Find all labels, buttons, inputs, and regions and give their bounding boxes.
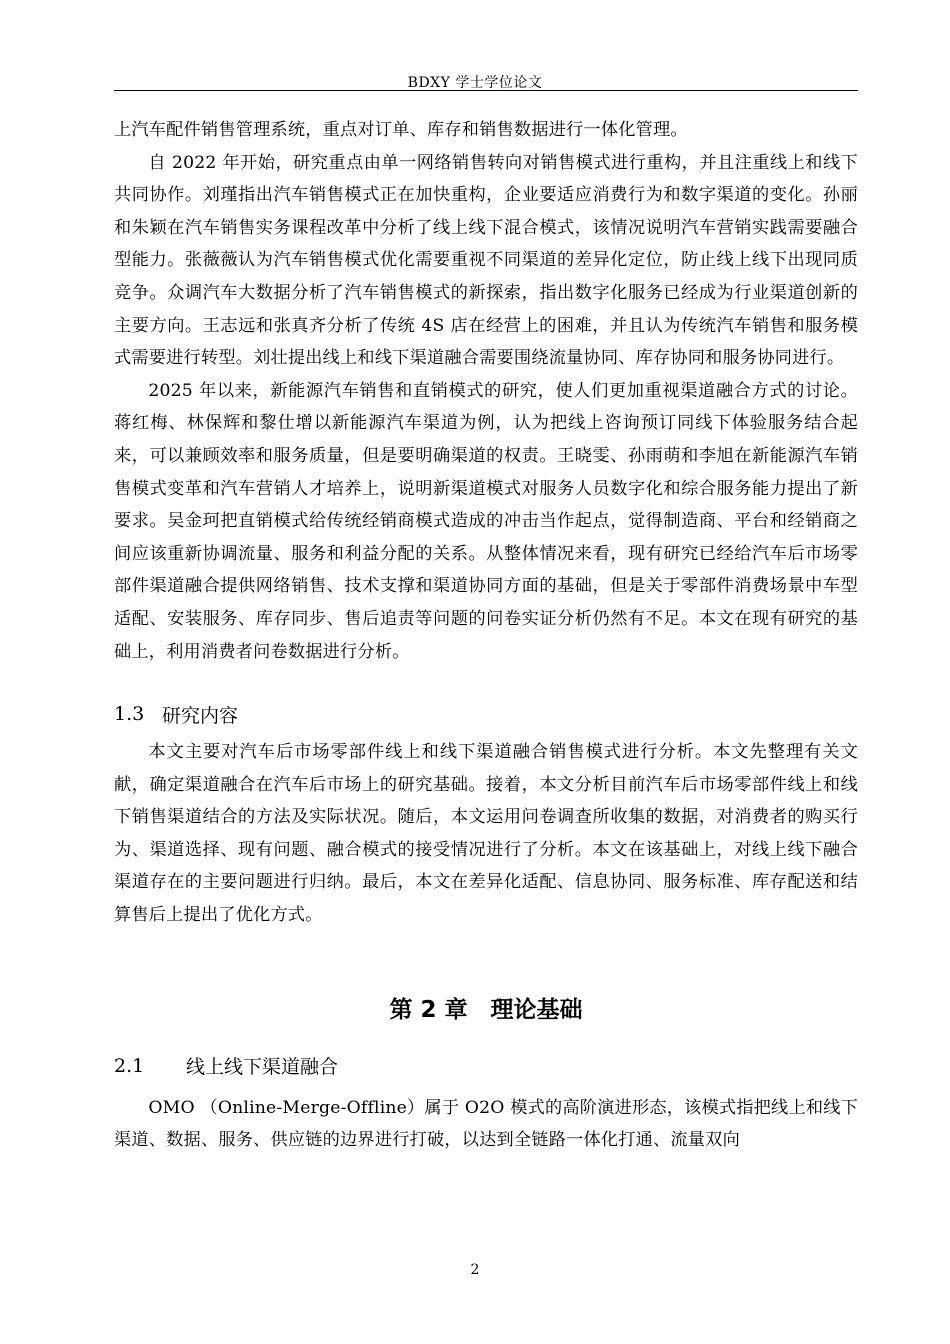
paragraph: 自 2022 年开始，研究重点由单一网络销售转向对销售模式进行重构，并且注重线上和线下共同协作。刘瑾指出汽车销售模式正在加快重构，企业要适应消费行为和数字渠道的变化。孙丽和朱颖在汽车销售实务课程改革中分析了线上线下混合模式，该情况说明汽车营销实践需要融合型能力。张薇薇认为汽车销售模式优化需要重视不同渠道的差异化定位，防止线上线下出现同质竞争。众调汽车大数据分析了汽车销售模式的新探索，指出数字化服务已经成为行业渠道创新的主要方向。王志远和张真齐分析了传统 4S 店在经营上的困难，并且认为传统汽车销售和服务模式需要进行转型。刘壮提出线上和线下渠道融合需要围绕流量协同、库存协同和服务协同进行。: [114, 152, 858, 369]
section-title: 线上线下渠道融合: [186, 1056, 339, 1079]
document-body: [114, 114, 858, 1157]
paragraph: 2025 年以来，新能源汽车销售和直销模式的研究，使人们更加重视渠道融合方式的讨论。蒋红梅、林保辉和黎仕增以新能源汽车渠道为例，认为把线上咨询预订同线下体验服务结合起来，可以兼顾效率和服务质量，但是要明确渠道的权责。王晓雯、孙雨萌和李旭在新能源汽车销售模式变革和汽车营销人才培养上，说明新渠道模式对服务人员数字化和综合服务能力提出了新要求。吴金珂把直销模式给传统经销商模式造成的冲击当作起点，觉得制造商、平台和经销商之间应该重新协调流量、服务和利益分配的关系。从整体情况来看，现有研究已经给汽车后市场零部件渠道融合提供网络销售、技术支撑和渠道协同方面的基础，但是关于零部件消费场景中车型适配、安装服务、库存同步、售后追责等问题的问卷实证分析仍然有不足。本文在现有研究的基础上，利用消费者问卷数据进行分析。: [114, 380, 858, 662]
paragraph: 本文主要对汽车后市场零部件线上和线下渠道融合销售模式进行分析。本文先整理有关文献，确定渠道融合在汽车后市场上的研究基础。接着，本文分析目前汽车后市场零部件线上和线下销售渠道结合的方法及实际状况。随后，本文运用问卷调查所收集的数据，对消费者的购买行为、渠道选择、现有问题、融合模式的接受情况进行了分析。本文在该基础上，对线上线下融合渠道存在的主要问题进行归纳。最后，本文在差异化适配、信息协同、服务标准、库存配送和结算售后上提出了优化方式。: [114, 742, 858, 926]
section-number: 1.3: [114, 703, 145, 726]
section-heading-2-1: [114, 1046, 858, 1086]
section-title: 研究内容: [162, 704, 239, 727]
paragraph-continuation: 上汽车配件销售管理系统，重点对订单、库存和销售数据进行一体化管理。: [114, 120, 688, 140]
section-number: 2.1: [114, 1054, 145, 1077]
page-number: 2: [470, 1262, 480, 1278]
running-header: BDXY 学士学位论文: [407, 75, 543, 91]
chapter-heading: 第 2 章 理论基础: [389, 996, 583, 1023]
section-heading-1-3: [114, 696, 858, 732]
header-rule: [114, 90, 858, 91]
paragraph: OMO （Online-Merge-Offline）属于 O2O 模式的高阶演进形态，该模式指把线上和线下渠道、数据、服务、供应链的边界进行打破，以达到全链路一体化打通、流量双向: [114, 1097, 858, 1151]
